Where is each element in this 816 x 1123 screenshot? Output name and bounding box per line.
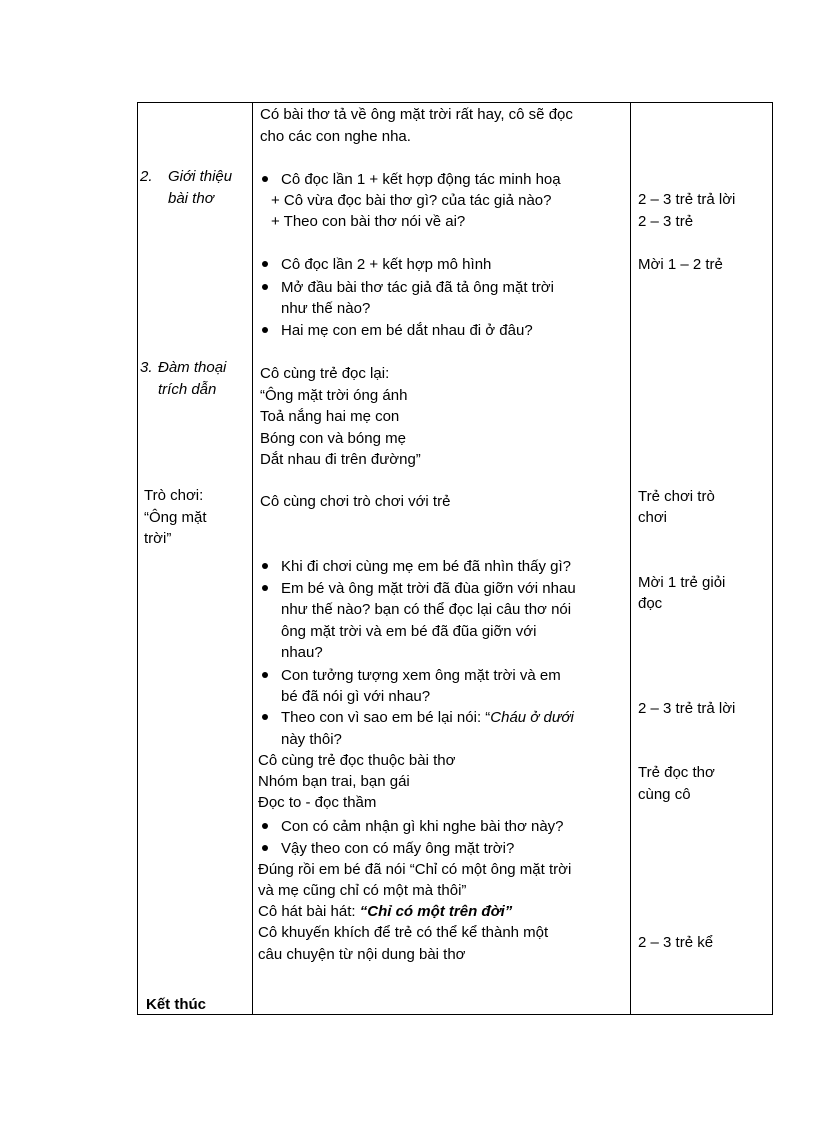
activity-text: Nhóm bạn trai, bạn gái (258, 773, 410, 790)
step-title: bài thơ (168, 190, 214, 207)
question-text: Mở đầu bài thơ tác giả đã tả ông mặt trời (281, 279, 554, 296)
question-text: ông mặt trời và em bé đã đũa giỡn với (281, 623, 537, 640)
poem-line: Dắt nhau đi trên đường” (260, 451, 421, 468)
activity-text: Cô cùng chơi trò chơi với trẻ (260, 493, 451, 510)
child-activity: Mời 1 – 2 trẻ (638, 256, 723, 273)
poem-line: “Ông mặt trời óng ánh (260, 387, 408, 404)
poem-line: Bóng con và bóng mẹ (260, 430, 406, 447)
bullet (262, 714, 268, 720)
child-activity: 2 – 3 trẻ trả lời (638, 700, 736, 717)
question-text: + Theo con bài thơ nói về ai? (271, 213, 466, 230)
step-title: Giới thiệu (168, 168, 233, 185)
step-number: 2. (140, 168, 153, 185)
bullet (262, 261, 268, 267)
question-text (281, 707, 574, 728)
column-divider (252, 102, 253, 1015)
question-text: như thế nào? (281, 300, 371, 317)
child-activity: cùng cô (638, 786, 691, 803)
child-activity: Trẻ chơi trò (638, 488, 715, 505)
bullet (262, 845, 268, 851)
bullet (262, 563, 268, 569)
activity-text: Cô đọc lần 1 + kết hợp động tác minh hoạ (281, 171, 561, 188)
step-title: Đàm thoại (158, 359, 227, 376)
question-text: Vậy theo con có mấy ông mặt trời? (281, 840, 515, 857)
activity-text: Cô cùng trẻ đọc lại: (260, 365, 390, 382)
bullet (262, 823, 268, 829)
bullet (262, 672, 268, 678)
child-activity: 2 – 3 trẻ trả lời (638, 191, 736, 208)
song-title: “Chỉ có một trên đời” (359, 903, 513, 920)
question-text: Con có cảm nhận gì khi nghe bài thơ này? (281, 818, 564, 835)
bullet (262, 327, 268, 333)
bullet (262, 284, 268, 290)
step-number: 3. (140, 359, 153, 376)
intro-text: Có bài thơ tả về ông mặt trời rất hay, cô sẽ đọc (260, 106, 573, 123)
question-prefix: Theo con vì sao em bé lại nói: “ (281, 709, 491, 726)
activity-text: Cô đọc lần 2 + kết hợp mô hình (281, 256, 492, 273)
question-text: Em bé và ông mặt trời đã đùa giỡn với nhau (281, 580, 576, 597)
question-text: bé đã nói gì với nhau? (281, 688, 431, 705)
question-text: Hai mẹ con em bé dắt nhau đi ở đâu? (281, 322, 533, 339)
child-activity: đọc (638, 595, 663, 612)
song-prefix: Cô hát bài hát: (258, 903, 360, 920)
activity-text: câu chuyện từ nội dung bài thơ (258, 946, 466, 963)
quoted-phrase: Cháu ở dưới (490, 709, 574, 726)
child-activity: Trẻ đọc thơ (638, 764, 715, 781)
question-text: này thôi? (281, 731, 342, 748)
end-label: Kết thúc (146, 996, 206, 1013)
bullet (262, 585, 268, 591)
activity-text: và mẹ cũng chỉ có một mà thôi” (258, 882, 467, 899)
question-text: + Cô vừa đọc bài thơ gì? của tác giả nào? (271, 192, 552, 209)
child-activity: 2 – 3 trẻ (638, 213, 694, 230)
intro-text: cho các con nghe nha. (260, 128, 411, 145)
column-divider (630, 102, 631, 1015)
game-label: “Ông mặt (144, 509, 207, 526)
bullet (262, 176, 268, 182)
question-text: Con tưởng tượng xem ông mặt trời và em (281, 667, 561, 684)
child-activity: 2 – 3 trẻ kể (638, 934, 714, 951)
activity-text: Cô cùng trẻ đọc thuộc bài thơ (258, 752, 456, 769)
child-activity: chơi (638, 509, 668, 526)
activity-text: Đọc to - đọc thầm (258, 794, 377, 811)
activity-text: Cô khuyến khích để trẻ có thể kể thành một (258, 924, 549, 941)
question-text: Khi đi chơi cùng mẹ em bé đã nhìn thấy gì? (281, 558, 572, 575)
game-label: trời” (144, 530, 172, 547)
song-line (258, 901, 512, 922)
child-activity: Mời 1 trẻ giỏi (638, 574, 726, 591)
step-title: trích dẫn (158, 381, 217, 398)
activity-text: Đúng rồi em bé đã nói “Chỉ có một ông mặt trời (258, 861, 572, 878)
poem-line: Toả nắng hai mẹ con (260, 408, 400, 425)
question-text: như thế nào? bạn có thể đọc lại câu thơ nói (281, 601, 572, 618)
question-text: nhau? (281, 644, 323, 661)
game-label: Trò chơi: (144, 487, 204, 504)
